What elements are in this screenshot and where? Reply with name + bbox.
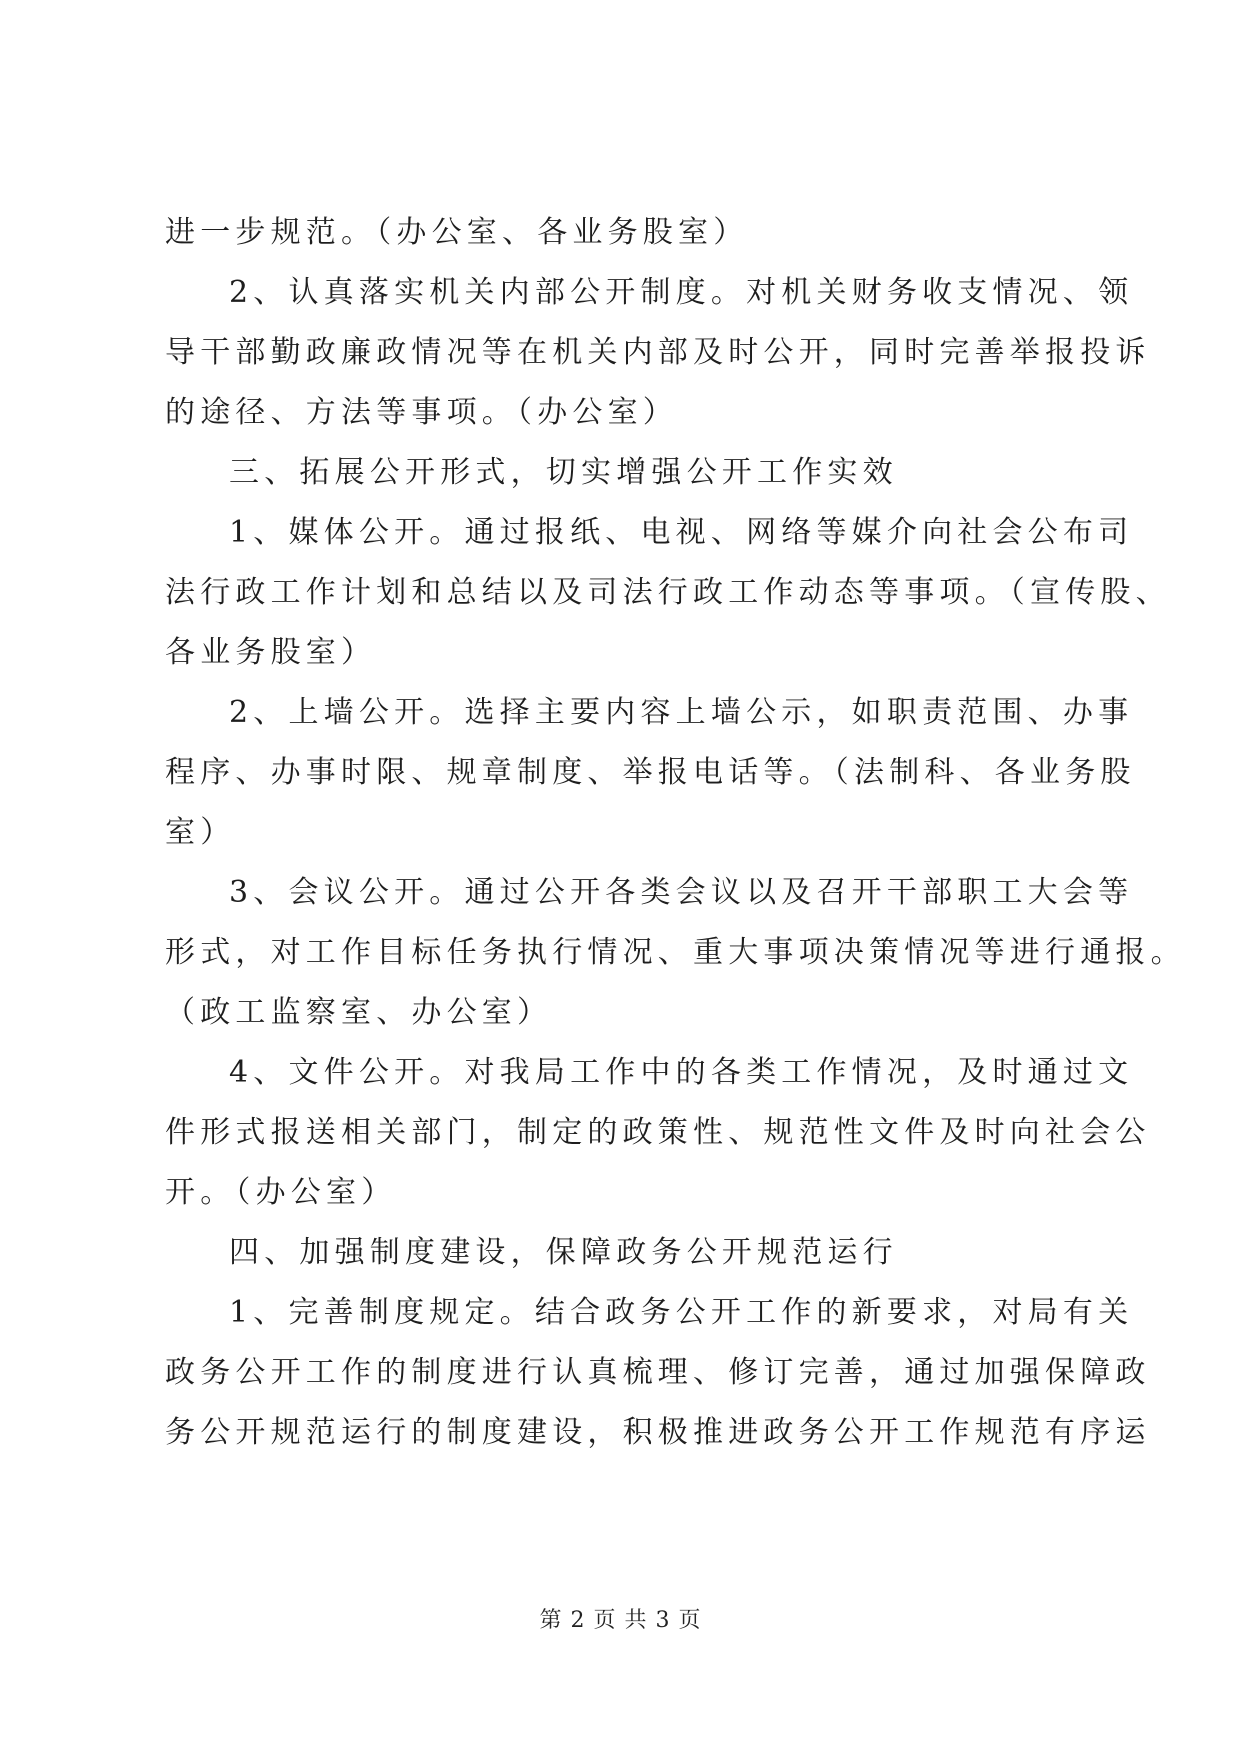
text-line-12: 3、会议公开。通过公开各类会议以及召开干部职工大会等 [229, 875, 1134, 910]
text-line-11: 室） [165, 815, 236, 850]
text-line-3: 导干部勤政廉政情况等在机关内部及时公开，同时完善举报投诉 [165, 335, 1151, 370]
text-line-10: 程序、办事时限、规章制度、举报电话等。（法制科、各业务股 [165, 755, 1136, 790]
text-line-8: 各业务股室） [165, 635, 377, 670]
section-heading-3: 三、拓展公开形式，切实增强公开工作实效 [229, 455, 898, 490]
text-line-4: 的途径、方法等事项。（办公室） [165, 395, 678, 430]
text-line-15: 4、文件公开。对我局工作中的各类工作情况，及时通过文 [229, 1055, 1134, 1090]
text-line-19: 1、完善制度规定。结合政务公开工作的新要求，对局有关 [229, 1295, 1134, 1330]
text-line-7: 法行政工作计划和总结以及司法行政工作动态等事项。（宣传股、 [165, 575, 1171, 610]
text-line-2: 2、认真落实机关内部公开制度。对机关财务收支情况、领 [229, 275, 1134, 310]
text-line-6: 1、媒体公开。通过报纸、电视、网络等媒介向社会公布司 [229, 515, 1134, 550]
text-line-13: 形式，对工作目标任务执行情况、重大事项决策情况等进行通报。 [165, 935, 1186, 970]
text-line-20: 政务公开工作的制度进行认真梳理、修订完善，通过加强保障政 [165, 1355, 1151, 1390]
text-line-21: 务公开规范运行的制度建设，积极推进政务公开工作规范有序运 [165, 1415, 1151, 1450]
section-heading-4: 四、加强制度建设，保障政务公开规范运行 [229, 1235, 898, 1270]
text-line-16: 件形式报送相关部门，制定的政策性、规范性文件及时向社会公 [165, 1115, 1151, 1150]
text-line-1: 进一步规范。（办公室、各业务股室） [165, 215, 749, 250]
text-line-9: 2、上墙公开。选择主要内容上墙公示，如职责范围、办事 [229, 695, 1134, 730]
page-number-footer: 第 2 页 共 3 页 [539, 1608, 702, 1633]
text-line-17: 开。（办公室） [165, 1175, 397, 1210]
text-line-14: （政工监察室、办公室） [165, 995, 553, 1030]
